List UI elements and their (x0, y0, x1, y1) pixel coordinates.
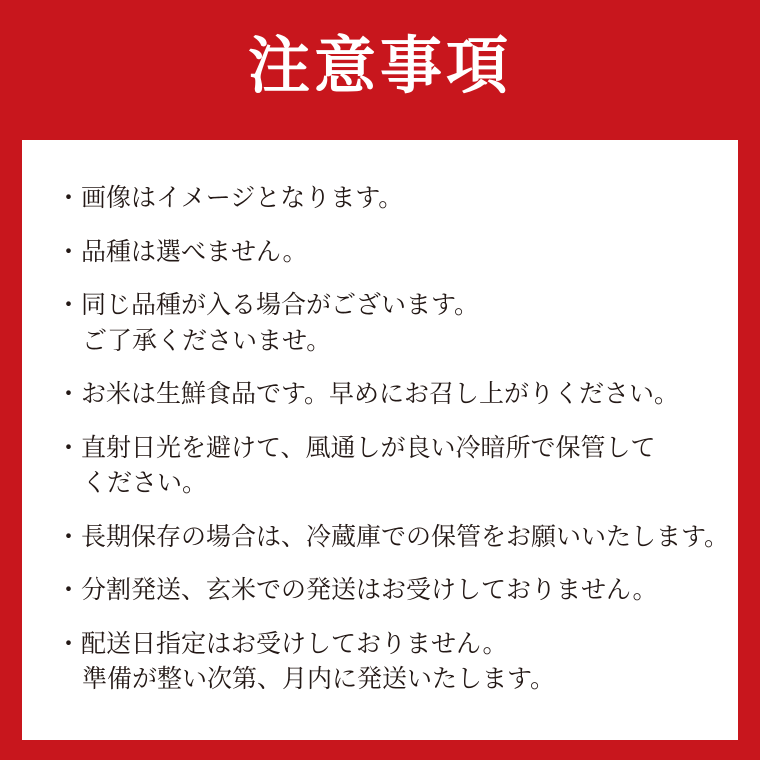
note-line: ・長期保存の場合は、冷蔵庫での保管をお願いいたします。 (56, 521, 730, 551)
list-item (56, 572, 704, 608)
note-line: ・分割発送、玄米での発送はお受けしておりません。 (56, 575, 658, 604)
note-line-continuation: 準備が整い次第、月内に発送いたします。 (82, 664, 556, 693)
list-item (56, 376, 704, 412)
note-line-continuation: ください。 (82, 468, 208, 497)
note-line: ・同じ品種が入る場合がございます。 (56, 290, 480, 319)
list-item (56, 180, 704, 216)
list-item (56, 519, 730, 555)
list-item (56, 430, 704, 501)
notice-list (56, 180, 730, 697)
list-item (56, 287, 704, 358)
note-line-continuation: ご了承くださいませ。 (82, 325, 332, 355)
list-item (56, 626, 704, 697)
note-line: ・画像はイメージとなります。 (56, 183, 404, 212)
notice-panel (22, 140, 738, 740)
note-line: ・直射日光を避けて、風通しが良い冷暗所で保管して (56, 432, 656, 462)
list-item (56, 234, 704, 270)
page-title: 注意事項 (247, 29, 512, 102)
note-line: ・配送日指定はお受けしておりません。 (56, 628, 508, 658)
note-line: ・お米は生鮮食品です。早めにお召し上がりください。 (56, 379, 680, 408)
note-line: ・品種は選べません。 (56, 236, 308, 266)
